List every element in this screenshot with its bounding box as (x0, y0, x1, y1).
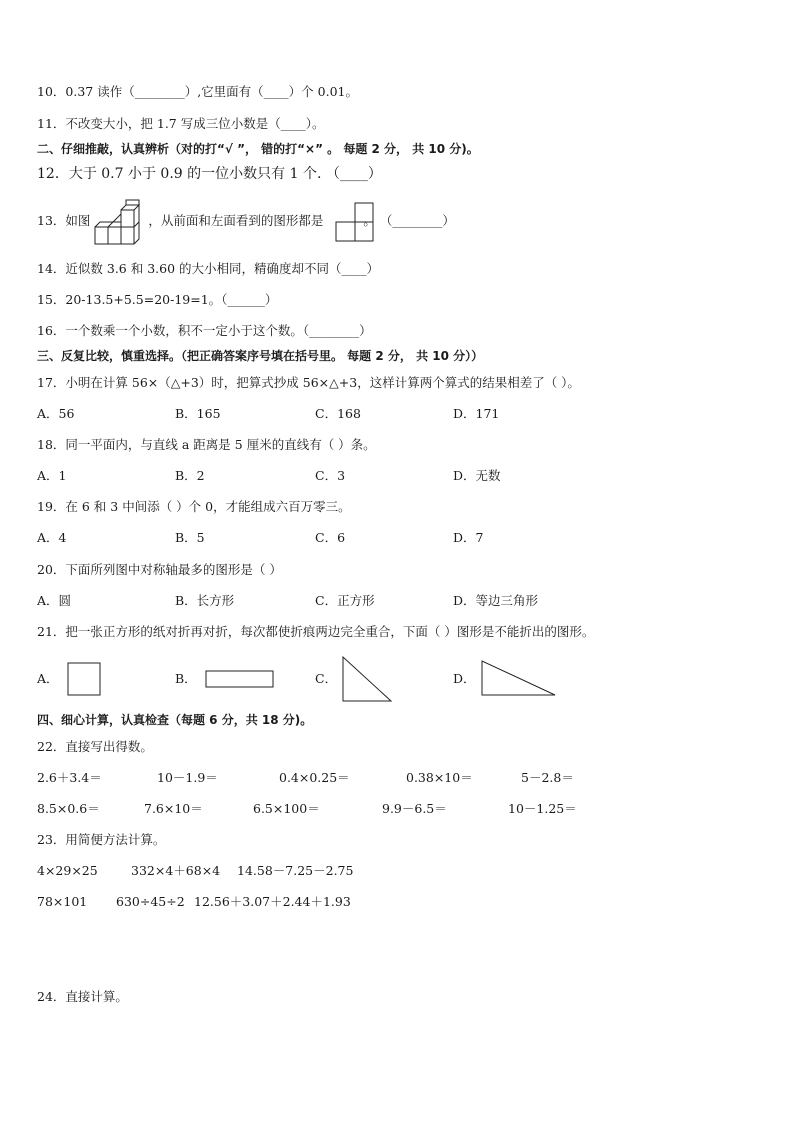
q18-option-b: B．2 (175, 468, 205, 483)
question-23: 23．用简便方法计算。 (37, 832, 166, 847)
q20-option-b: B．长方形 (175, 593, 235, 608)
q21-option-d: D． (453, 671, 476, 686)
q23-item: 78×101 (37, 894, 88, 909)
q21-option-c: C． (315, 671, 338, 686)
question-13-suffix: 。 （________） (363, 213, 455, 228)
q23-item: 4×29×25 (37, 863, 98, 878)
q23-item: 14.58－7.25－2.75 (237, 863, 354, 878)
q22-item: 8.5×0.6＝ (37, 801, 100, 816)
cube-stack-figure (94, 198, 140, 246)
q22-item: 10－1.25＝ (508, 801, 577, 816)
question-24: 24．直接计算。 (37, 989, 128, 1004)
q22-item: 7.6×10＝ (144, 801, 203, 816)
q19-option-d: D．7 (453, 530, 484, 545)
q19-option-c: C．6 (315, 530, 346, 545)
question-16: 16．一个数乘一个小数，积不一定小于这个数。（________） (37, 323, 372, 338)
q20-option-a: A．圆 (37, 593, 72, 608)
question-13-middle: ，从前面和左面看到的图形都是 (148, 213, 324, 228)
question-15: 15．20-13.5+5.5=20-19=1。（______） (37, 292, 278, 307)
right-triangle-shape (480, 659, 558, 697)
section-2-heading: 二、仔细推敲，认真辨析（对的打“√ ”， 错的打“×” 。 每题 2 分， 共 10 分)。 (37, 142, 479, 156)
q19-option-a: A．4 (37, 530, 67, 545)
q17-option-d: D．171 (453, 406, 500, 421)
q22-item: 10－1.9＝ (157, 770, 218, 785)
q22-item: 9.9－6.5＝ (382, 801, 447, 816)
question-17: 17．小明在计算 56×（△+3）时，把算式抄成 56×△+3，这样计算两个算式的结果相差了（ ）。 (37, 375, 580, 390)
question-19: 19．在 6 和 3 中间添（ ）个 0，才能组成六百万零三。 (37, 499, 351, 514)
q23-item: 332×4＋68×4 (131, 863, 221, 878)
q18-option-a: A．1 (37, 468, 67, 483)
q17-option-a: A．56 (37, 406, 75, 421)
question-21: 21．把一张正方形的纸对折再对折，每次都使折痕两边完全重合，下面（ ）图形是不能折出的图形。 (37, 624, 595, 639)
section-4-heading: 四、细心计算，认真检查（每题 6 分，共 18 分)。 (37, 713, 313, 727)
q21-option-a: A． (37, 671, 59, 686)
question-14: 14．近似数 3.6 和 3.60 的大小相同，精确度却不同（____） (37, 261, 380, 276)
q23-item: 630÷45÷2 (116, 894, 185, 909)
q22-item: 0.38×10＝ (406, 770, 473, 785)
q18-option-c: C．3 (315, 468, 346, 483)
question-13-prefix: 13．如图 (37, 213, 91, 228)
q22-item: 2.6＋3.4＝ (37, 770, 102, 785)
question-20: 20．下面所列图中对称轴最多的图形是（ ） (37, 562, 282, 577)
q20-option-c: C．正方形 (315, 593, 375, 608)
q18-option-d: D．无数 (453, 468, 501, 483)
isosceles-right-triangle-shape (341, 655, 393, 703)
question-12: 12．大于 0.7 小于 0.9 的一位小数只有 1 个. （____） (37, 166, 382, 182)
q17-option-c: C．168 (315, 406, 361, 421)
question-11: 11．不改变大小，把 1.7 写成三位小数是（____）。 (37, 116, 325, 131)
q21-option-b: B． (175, 671, 197, 686)
section-3-heading: 三、反复比较，慎重选择。（把正确答案序号填在括号里。 每题 2 分， 共 10 分）） (37, 349, 484, 363)
q19-option-b: B．5 (175, 530, 205, 545)
q22-item: 0.4×0.25＝ (279, 770, 350, 785)
q23-item: 12.56＋3.07＋2.44＋1.93 (194, 894, 351, 909)
q17-option-b: B．165 (175, 406, 221, 421)
question-18: 18．同一平面内，与直线 a 距离是 5 厘米的直线有（ ）条。 (37, 437, 376, 452)
q20-option-d: D．等边三角形 (453, 593, 539, 608)
square-shape (67, 662, 101, 696)
question-10: 10．0.37 读作（________）,它里面有（____）个 0.01。 (37, 84, 358, 99)
view-shape-figure (335, 202, 375, 242)
q22-item: 6.5×100＝ (253, 801, 320, 816)
question-22: 22．直接写出得数。 (37, 739, 153, 754)
q22-item: 5－2.8＝ (521, 770, 574, 785)
rectangle-shape (205, 670, 275, 688)
